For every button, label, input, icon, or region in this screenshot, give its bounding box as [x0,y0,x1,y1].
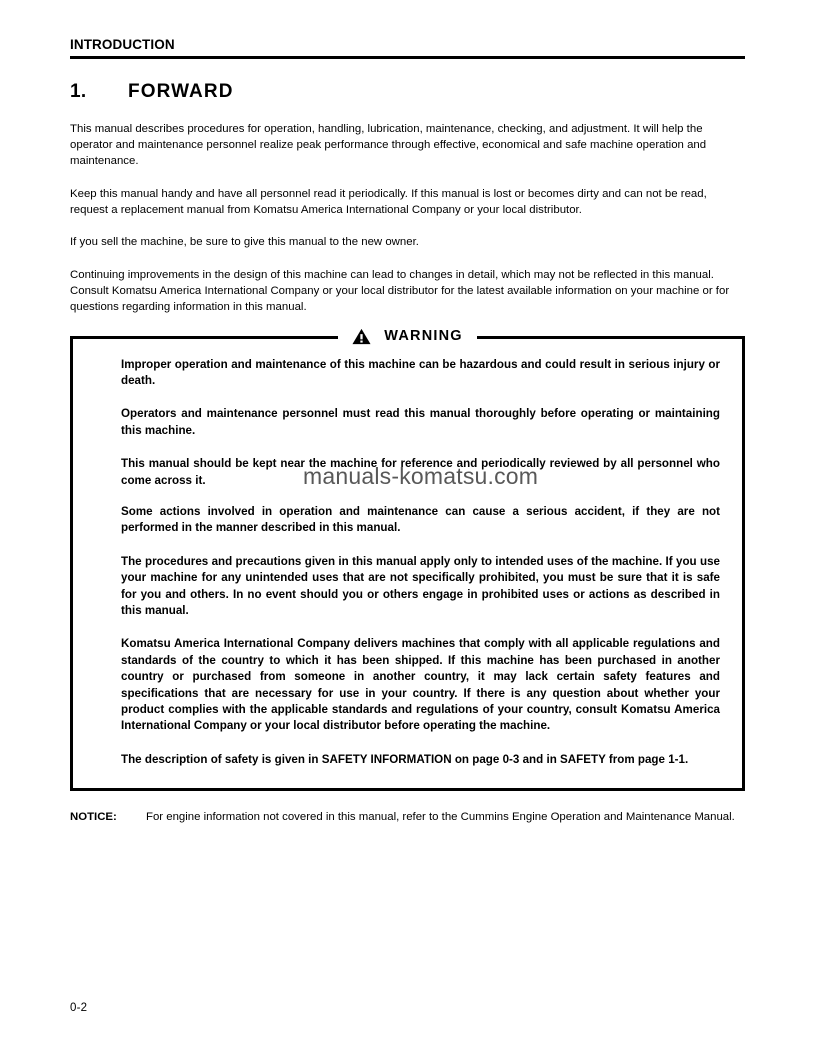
warning-rule-left [70,336,338,339]
intro-paragraph: Continuing improvements in the design of this machine can lead to changes in detail, which may not be reflected in this manual. Consult Komatsu America International Company or your local distributor for the latest available information on your machine or for questions regarding information in this manual. [70,268,730,314]
warning-paragraph: Komatsu America International Company delivers machines that comply with all applicable regulations and standards of the country to which it has been shipped. If this machine has been purchased in another country or purchased from someone in another country, it may lack certain safety features and specifications that are necessary for use in your country. If there is any question about whether your product complies with the applicable standards and regulations of your country, consult Komatsu America International Company or your local distributor before operating the machine. [121,637,720,733]
running-header: INTRODUCTION [70,37,175,52]
section-title-text: FORWARD [128,80,234,102]
warning-paragraph: The procedures and precautions given in this manual apply only to intended uses of the machine. If you use your machine for any unintended uses that are not specifically prohibited, you must be sure that it is safe for you and others. In no event should you or others engage in prohibited uses or actions as described in this manual. [121,554,720,617]
warning-paragraph: Some actions involved in operation and maintenance can cause a serious accident, if they are not performed in the manner described in this manual. [121,504,720,535]
intro-paragraph: If you sell the machine, be sure to give this manual to the new owner. [70,236,419,249]
intro-paragraph: Keep this manual handy and have all personnel read it periodically. If this manual is lost or becomes dirty and can not be read, request a replacement manual from Komatsu America International Company or your local distributor. [70,187,707,217]
notice-label: NOTICE: [70,811,117,824]
intro-paragraphs [70,121,745,316]
section-number: 1. [70,80,87,102]
page-content [70,38,745,826]
warning-label: WARNING [384,327,463,344]
page-number: 0-2 [70,1002,88,1014]
warning-triangle-icon [352,328,371,345]
intro-paragraph: This manual describes procedures for operation, handling, lubrication, maintenance, checking, and adjustment. It will help the operator and maintenance personnel realize peak performance through effective, economical and safe machine operation and maintenance. [70,122,707,168]
warning-top-border [70,327,745,344]
header-rule [70,56,745,59]
section-heading [70,81,745,103]
warning-paragraph: This manual should be kept near the machine for reference and periodically reviewed by all personnel who come across it. [121,457,720,487]
warning-callout [70,327,745,792]
warning-rule-right [477,336,745,339]
site-watermark: manuals-komatsu.com [303,463,539,489]
warning-legend [338,328,476,345]
warning-box-body [70,339,745,792]
notice-text: For engine information not covered in this manual, refer to the Cummins Engine Operation and Maintenance Manual. [146,811,735,824]
warning-paragraph: The description of safety is given in SAFETY INFORMATION on page 0-3 and in SAFETY from page 1-1. [121,752,689,766]
warning-paragraph: Operators and maintenance personnel must read this manual thoroughly before operating or maintaining this machine. [121,407,720,437]
warning-paragraph: Improper operation and maintenance of this machine can be hazardous and could result in serious injury or death. [121,357,720,387]
notice-block [70,809,745,825]
